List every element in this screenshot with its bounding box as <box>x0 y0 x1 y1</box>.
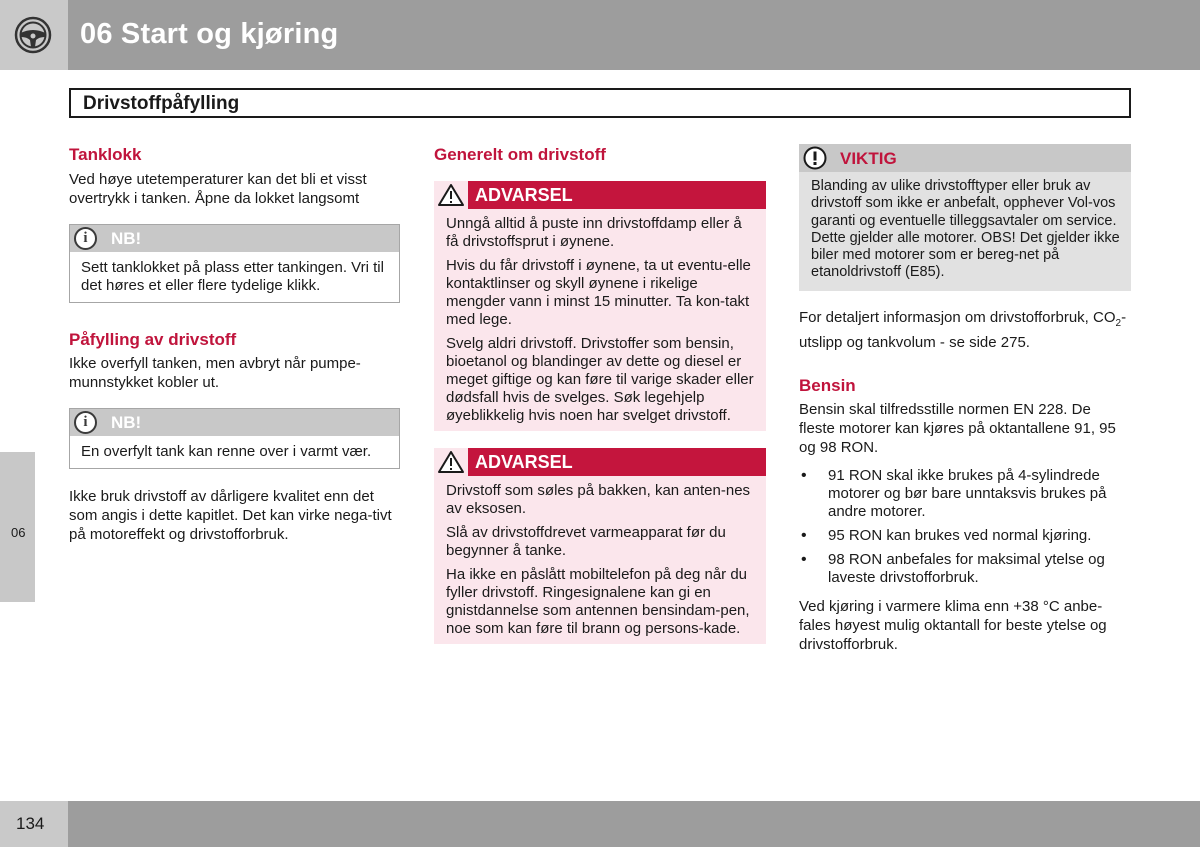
important-text: Blanding av ulike drivstofftyper eller bruk av drivstoff som ikke er anbefalt, opphever Vol-vos garanti og eventuelle tilleggsavtaler om service. Dette gjelder alle motorer. OBS! Det gjelder ikke biler med motorer som er bereg-net på etanoldrivstoff (E85). <box>811 178 1120 281</box>
fuel-info-text <box>799 308 1132 352</box>
nb-header <box>70 409 399 436</box>
nb-title: NB! <box>111 413 142 432</box>
header-bar <box>0 0 1200 70</box>
warning-box-1 <box>434 181 766 431</box>
warning-paragraph: Unngå alltid å puste inn drivstoffdamp eller å få drivstoffsprut i øynene. <box>446 215 742 250</box>
list-item: • 91 RON skal ikke brukes på 4-sylindrede motorer og bør bare unntaksvis brukes på andre motorer. <box>799 467 1132 521</box>
list-item: • 98 RON anbefales for maksimal ytelse og laveste drivstofforbruk. <box>799 551 1132 587</box>
bensin-heading: Bensin <box>799 376 856 395</box>
chapter-side-tab <box>0 452 35 602</box>
warning-header <box>434 448 766 476</box>
warning-title: ADVARSEL <box>475 452 573 472</box>
chapter-icon-box <box>0 0 68 70</box>
fuel-info-text-part: -utslipp og tankvolum - se side 275. <box>799 309 1127 351</box>
bensin-text: Bensin skal tilfredsstille normen EN 228. De fleste motorer kan kjøres på oktantallene 91, 95 og 98 RON. <box>799 401 1116 456</box>
page-number: 134 <box>16 814 45 833</box>
page-number-box <box>0 801 68 847</box>
nb-title: NB! <box>111 229 142 248</box>
nb-text: En overfylt tank kan renne over i varmt vær. <box>81 443 372 460</box>
pafylling-text: Ikke overfyll tanken, men avbryt når pumpe-munnstykket kobler ut. <box>69 355 361 391</box>
info-icon <box>74 411 97 434</box>
warning-paragraph: Slå av drivstoffdrevet varmeapparat før du begynner å tanke. <box>446 524 726 559</box>
footer-bar <box>0 801 1200 847</box>
list-item: • 95 RON kan brukes ved normal kjøring. <box>799 527 1132 545</box>
exclamation-icon <box>802 146 828 170</box>
warning-triangle-icon <box>434 181 468 209</box>
warning-paragraph: Ha ikke en påslått mobiltelefon på deg når du fyller drivstoff. Ringesignalene kan gi en gnistdannelse som antennen bensindam-pen, noe som kan føre til brann og persons-kade. <box>446 566 750 637</box>
tanklokk-heading: Tanklokk <box>69 145 142 164</box>
fuel-quality-text: Ikke bruk drivstoff av dårligere kvalitet enn det som angis i dette kapitlet. Det kan virke nega-tivt på motoreffekt og drivstofforbruk. <box>69 488 392 543</box>
warning-box-2 <box>434 448 766 644</box>
warning-paragraph: Svelg aldri drivstoff. Drivstoffer som bensin, bioetanol og blandinger av dette og diesel er meget giftige og kan føre til varige skader eller dødsfall hvis de svelges. Søk legehjelp øyeblikkelig hvis noen har svelget drivstoff. <box>446 335 754 424</box>
pafylling-heading: Påfylling av drivstoff <box>69 330 237 349</box>
co2-subscript: 2 <box>1115 318 1122 329</box>
generelt-heading: Generelt om drivstoff <box>434 145 606 164</box>
climate-text: Ved kjøring i varmere klima enn +38 °C anbe-fales høyest mulig oktantall for beste ytelse og drivstofforbruk. <box>799 598 1107 653</box>
steering-wheel-icon <box>14 16 52 54</box>
side-tab-label: 06 <box>11 525 26 540</box>
warning-paragraph: Hvis du får drivstoff i øynene, ta ut eventu-elle kontaktlinser og skyll øynene i rikelige mengder vann i minst 15 minutter. Ta kon-takt med lege. <box>446 257 751 328</box>
nb-note-2 <box>69 408 400 469</box>
section-title: Drivstoffpåfylling <box>83 93 240 114</box>
warning-body <box>434 209 766 431</box>
important-title: VIKTIG <box>840 149 897 168</box>
important-box <box>799 144 1131 291</box>
important-header <box>799 144 1131 172</box>
chapter-title: 06 Start og kjøring <box>80 18 339 50</box>
warning-icon-box <box>434 448 468 476</box>
octane-list <box>799 467 1132 593</box>
warning-triangle-icon <box>434 448 468 476</box>
info-icon <box>74 227 97 250</box>
section-title-box <box>69 88 1131 118</box>
warning-header <box>434 181 766 209</box>
nb-header <box>70 225 399 252</box>
warning-title: ADVARSEL <box>475 185 573 205</box>
warning-paragraph: Drivstoff som søles på bakken, kan anten-nes av eksosen. <box>446 482 751 517</box>
warning-icon-box <box>434 181 468 209</box>
tanklokk-text: Ved høye utetemperaturer kan det bli et visst overtrykk i tanken. Åpne da lokket langsomt <box>69 171 367 207</box>
warning-body <box>434 476 766 644</box>
nb-note-1 <box>69 224 400 303</box>
nb-text: Sett tanklokket på plass etter tankingen. Vri til det høres et eller flere tydelige klikk. <box>81 259 384 294</box>
fuel-info-text-part: For detaljert informasjon om drivstofforbruk, CO <box>799 309 1116 326</box>
